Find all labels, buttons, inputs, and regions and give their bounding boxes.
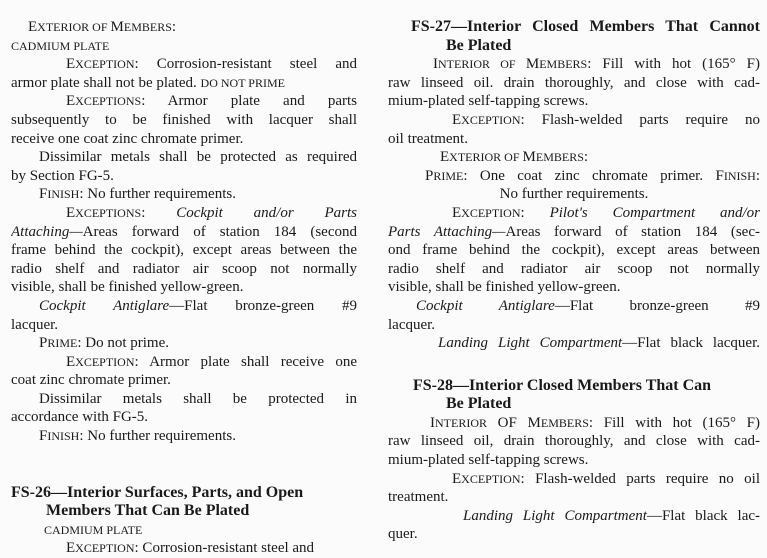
text-run: : xyxy=(755,167,760,184)
text-run: mium-plated self-tapping screws. xyxy=(388,452,589,469)
text-run: EMBERS xyxy=(539,57,588,72)
text-run: : Flash-welded parts require no oil xyxy=(520,470,760,487)
text-run: XCEPTION xyxy=(75,541,135,556)
text-run: : No further requirements. xyxy=(79,428,236,445)
text-run: : Armor plate and parts xyxy=(141,93,357,110)
text-line xyxy=(388,334,760,353)
text-line xyxy=(11,167,357,186)
text-line xyxy=(11,92,357,111)
text-line xyxy=(388,525,760,544)
text-line xyxy=(11,55,357,74)
text-run: —Flat bronze-green #9 xyxy=(169,297,357,314)
text-run: CADMIUM PLATE xyxy=(11,38,110,53)
section-heading-fs-27-line2 xyxy=(388,37,760,56)
text-run: M xyxy=(522,149,536,166)
text-run: NTERIOR xyxy=(435,415,487,430)
text-run: : One coat zinc chromate primer. xyxy=(463,167,716,184)
text-line xyxy=(388,130,760,149)
text-run: E xyxy=(452,470,462,487)
text-run: ond frame behind the cockpit), except areas between xyxy=(388,242,760,259)
text-run: frame behind the cockpit), except areas between the xyxy=(11,242,357,259)
text-run: EMBERS xyxy=(535,150,584,165)
text-run: raw linseed oil. drain thoroughly, and close with cad- xyxy=(388,74,760,91)
text-run: Areas forward of station 184 (second xyxy=(82,223,357,240)
text-run: E xyxy=(66,540,76,557)
text-run: : xyxy=(520,204,550,221)
text-line xyxy=(11,74,357,93)
text-run: I xyxy=(433,56,438,73)
text-line xyxy=(11,408,357,427)
text-line xyxy=(11,390,357,409)
text-line xyxy=(11,148,357,167)
text-run: visible, shall be finished yellow-green. xyxy=(388,279,621,296)
text-line xyxy=(11,204,357,223)
text-run: Landing Light Compartment xyxy=(463,507,647,524)
text-run: subsequently to be finished with lacquer shall xyxy=(11,111,357,128)
text-run: —Flat bronze-green #9 xyxy=(554,297,760,314)
text-line xyxy=(388,278,760,297)
text-run: : Corrosion-resistant steel and xyxy=(134,540,315,557)
text-run: Cockpit Antiglare xyxy=(39,297,170,314)
text-run: EMBERS xyxy=(123,20,172,34)
text-run: Members That Can Be Plated xyxy=(46,502,250,520)
text-line xyxy=(11,18,357,37)
text-run: CADMIUM PLATE xyxy=(44,522,143,537)
text-run: F xyxy=(39,186,48,203)
text-run: OF xyxy=(487,414,528,431)
text-line xyxy=(388,488,760,507)
text-line xyxy=(11,111,357,130)
text-run: : xyxy=(171,19,177,35)
text-line xyxy=(388,260,760,279)
text-line xyxy=(11,427,357,446)
text-run: M xyxy=(110,19,124,35)
text-line xyxy=(388,55,760,74)
text-run: : xyxy=(141,204,177,221)
text-line xyxy=(11,316,357,335)
text-run: E xyxy=(28,19,38,35)
text-run: XCEPTIONS xyxy=(75,94,142,109)
text-line xyxy=(11,185,357,204)
text-line xyxy=(388,74,760,93)
text-run: P xyxy=(425,167,434,184)
text-line xyxy=(388,185,760,204)
text-run: radio shelf and radiator air scoop not normally xyxy=(388,260,760,277)
text-run: Cockpit Antiglare xyxy=(416,297,555,314)
text-run: accordance with FG-5. xyxy=(11,409,149,426)
text-run: receive one coat zinc chromate primer. xyxy=(11,130,244,147)
text-run: DO NOT PRIME xyxy=(200,75,285,90)
text-run: Dissimilar metals shall be protected in xyxy=(39,390,357,407)
text-run: Dissimilar metals shall be protected as required xyxy=(39,149,357,166)
text-run: No further requirements. xyxy=(499,186,649,203)
text-line xyxy=(388,223,760,242)
text-run: INISH xyxy=(723,168,756,183)
text-run: quer. xyxy=(388,526,418,543)
section-heading-fs-28-line2 xyxy=(388,395,760,414)
text-run: XCEPTION xyxy=(461,471,521,486)
text-line xyxy=(388,167,760,186)
text-run: E xyxy=(440,149,450,166)
text-run: : Armor plate shall receive one xyxy=(134,353,357,370)
text-line xyxy=(388,316,760,335)
text-run: XCEPTIONS xyxy=(75,205,142,220)
text-run: : No further requirements. xyxy=(79,186,236,203)
text-run: : xyxy=(583,149,589,166)
text-run: Landing Light Compartment xyxy=(438,335,623,352)
text-run: : Do not prime. xyxy=(77,335,169,352)
text-line xyxy=(11,521,357,540)
text-run: raw linseed oil, drain thoroughly, and close with cad- xyxy=(388,433,760,450)
text-line xyxy=(11,353,357,372)
text-run: Be Plated xyxy=(446,395,512,413)
text-run: M xyxy=(527,414,541,431)
text-run: E xyxy=(66,204,76,221)
text-run: EMBERS xyxy=(540,415,589,430)
text-run: by Section FG-5. xyxy=(11,167,114,184)
text-run: treatment. xyxy=(388,489,449,506)
text-run: XTERIOR OF xyxy=(37,20,111,34)
text-line xyxy=(11,37,357,56)
section-heading-fs-28 xyxy=(388,377,760,396)
text-line xyxy=(11,241,357,260)
text-run: Parts Attaching— xyxy=(388,223,506,240)
text-run: : Flash-welded parts require no xyxy=(520,111,760,128)
text-run: RIME xyxy=(47,336,78,351)
text-run: FS-26—Interior Surfaces, Parts, and Open xyxy=(11,483,304,501)
text-line xyxy=(388,414,760,433)
text-run: FS-27—Interior Closed Members That Cannot xyxy=(411,18,760,35)
text-run: mium-plated self-tapping screws. xyxy=(388,93,589,110)
text-run: Cockpit and/or Parts xyxy=(176,204,357,221)
text-line xyxy=(388,92,760,111)
text-run: E xyxy=(66,56,76,73)
text-line xyxy=(11,130,357,149)
text-run: F xyxy=(39,428,48,445)
text-run: Areas forward of station 184 (sec- xyxy=(505,223,760,240)
text-line xyxy=(11,223,357,242)
text-run: XCEPTION xyxy=(461,205,521,220)
text-run: armor plate shall not be plated. xyxy=(11,74,201,91)
text-line xyxy=(388,241,760,260)
text-run: Attaching— xyxy=(11,223,83,240)
text-run: lacquer. xyxy=(11,316,59,333)
section-heading-fs-26 xyxy=(11,484,357,503)
text-run: : Fill with hot (165° F) xyxy=(587,56,760,73)
text-run: XTERIOR OF xyxy=(449,150,523,165)
text-run: E xyxy=(452,204,462,221)
text-line xyxy=(388,470,760,489)
text-run: I xyxy=(430,414,435,431)
text-line xyxy=(388,507,760,526)
text-run: P xyxy=(39,335,48,352)
text-line xyxy=(11,278,357,297)
text-run: : Corrosion-resistant steel and xyxy=(134,56,357,73)
text-line xyxy=(388,432,760,451)
section-heading-fs-27 xyxy=(388,18,760,37)
text-run: INISH xyxy=(47,187,80,202)
text-run: visible, shall be finished yellow-green. xyxy=(11,279,244,296)
right-text-column xyxy=(388,18,760,544)
text-run: Pilot's Compartment and/or xyxy=(549,204,760,221)
text-run: E xyxy=(66,93,76,110)
text-run: —Flat black lac- xyxy=(646,507,760,524)
text-run: XCEPTION xyxy=(75,57,135,72)
text-run: oil treatment. xyxy=(388,130,468,147)
text-run: lacquer. xyxy=(388,316,436,333)
text-line xyxy=(11,297,357,316)
text-run: NTERIOR OF xyxy=(438,57,526,72)
text-run: XCEPTION xyxy=(461,112,521,127)
text-line xyxy=(388,111,760,130)
left-text-column xyxy=(11,18,357,558)
text-run: XCEPTION xyxy=(75,354,135,369)
section-heading-fs-26-line2 xyxy=(11,502,357,521)
text-line xyxy=(388,148,760,167)
text-run: FS-28—Interior Closed Members That Can xyxy=(413,376,712,394)
text-line xyxy=(388,451,760,470)
text-run: E xyxy=(452,111,462,128)
text-run: coat zinc chromate primer. xyxy=(11,372,171,389)
text-line xyxy=(11,260,357,279)
text-line xyxy=(388,204,760,223)
text-run: E xyxy=(66,353,76,370)
text-run: —Flat black lacquer. xyxy=(622,335,760,352)
text-run: M xyxy=(525,56,540,73)
text-run: F xyxy=(715,167,724,184)
text-line xyxy=(11,371,357,390)
text-run: INISH xyxy=(47,429,80,444)
text-run: RIME xyxy=(433,168,464,183)
text-run: radio shelf and radiator air scoop not normally xyxy=(11,260,357,277)
text-line xyxy=(388,297,760,316)
text-run: : Fill with hot (165° F) xyxy=(588,414,760,431)
text-line xyxy=(11,334,357,353)
text-run: Be Plated xyxy=(446,36,512,54)
